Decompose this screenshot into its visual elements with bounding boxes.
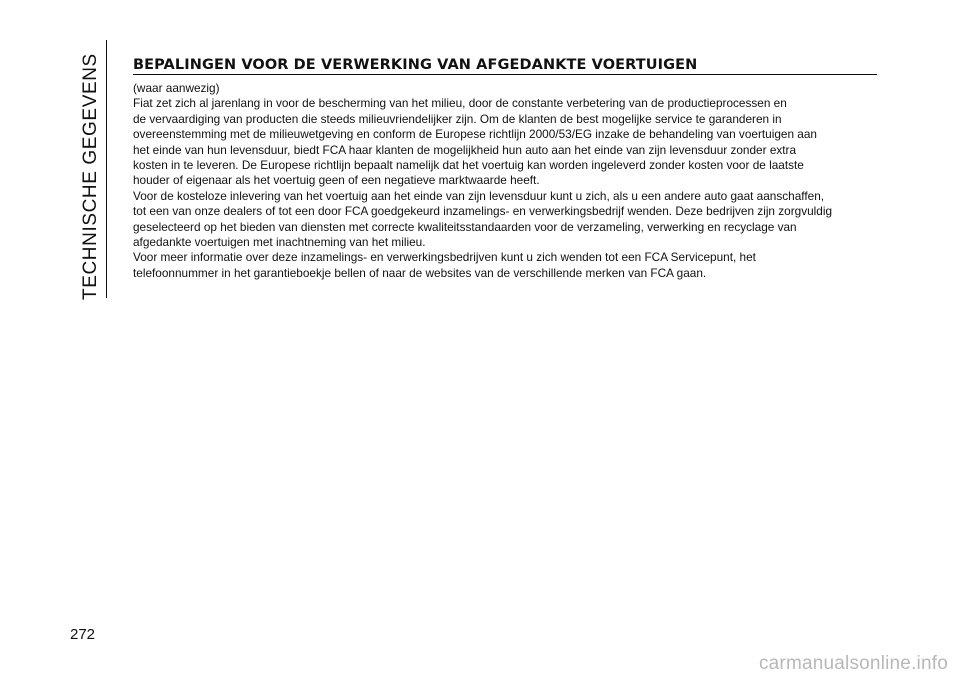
watermark-text: carmanualsonline.info bbox=[758, 653, 948, 674]
section-body bbox=[133, 81, 883, 281]
body-line: Voor meer informatie over deze inzamelings- en verwerkingsbedrijven kunt u zich wenden tot een FCA Servicepunt, het bbox=[133, 250, 756, 265]
body-line: geselecteerd op het bieden van diensten met correcte kwaliteitsstandaarden voor de verzameling, verwerking en recyclage van bbox=[133, 219, 797, 234]
body-line: (waar aanwezig) bbox=[133, 81, 220, 95]
body-line: de vervaardiging van producten die steeds milieuvriendelijker zijn. Om de klanten de best mogelijke service te garanderen in bbox=[133, 111, 782, 126]
page-number: 272 bbox=[70, 626, 96, 643]
body-line: het einde van hun levensduur, biedt FCA haar klanten de mogelijkheid hun auto aan het einde van zijn levensduur zonder extra bbox=[133, 142, 797, 157]
body-line: kosten in te leveren. De Europese richtlijn bepaalt namelijk dat het voertuig kan worden ingeleverd zonder kosten voor de laatste bbox=[133, 158, 804, 173]
heading-underline bbox=[133, 74, 877, 75]
chapter-title: TECHNISCHE GEGEVENS bbox=[80, 53, 101, 300]
chapter-divider bbox=[106, 40, 107, 298]
body-line: houder of eigenaar als het voertuig geen of een negatieve marktwaarde heeft. bbox=[133, 173, 540, 188]
body-line: Voor de kosteloze inlevering van het voertuig aan het einde van zijn levensduur kunt u zich, als u een andere auto gaat aanschaffen, bbox=[133, 188, 825, 203]
body-line: Fiat zet zich al jarenlang in voor de bescherming van het milieu, door de constante verbetering van de productieprocessen en bbox=[133, 96, 787, 111]
body-line: tot een van onze dealers of tot een door FCA goedgekeurd inzamelings- en verwerkingsbedrijf wenden. Deze bedrijven zijn zorgvuldig bbox=[133, 204, 833, 219]
body-line: telefoonnummer in het garantieboekje bellen of naar de websites van de verschillende merken van FCA gaan. bbox=[133, 265, 707, 280]
body-line: overeenstemming met de milieuwetgeving en conform de Europese richtlijn 2000/53/EG inzake de behandeling van voertuigen aan bbox=[133, 127, 817, 142]
body-line: afgedankte voertuigen met inachtneming van het milieu. bbox=[133, 235, 426, 250]
section-heading: BEPALINGEN VOOR DE VERWERKING VAN AFGEDANKTE VOERTUIGEN bbox=[133, 57, 698, 73]
